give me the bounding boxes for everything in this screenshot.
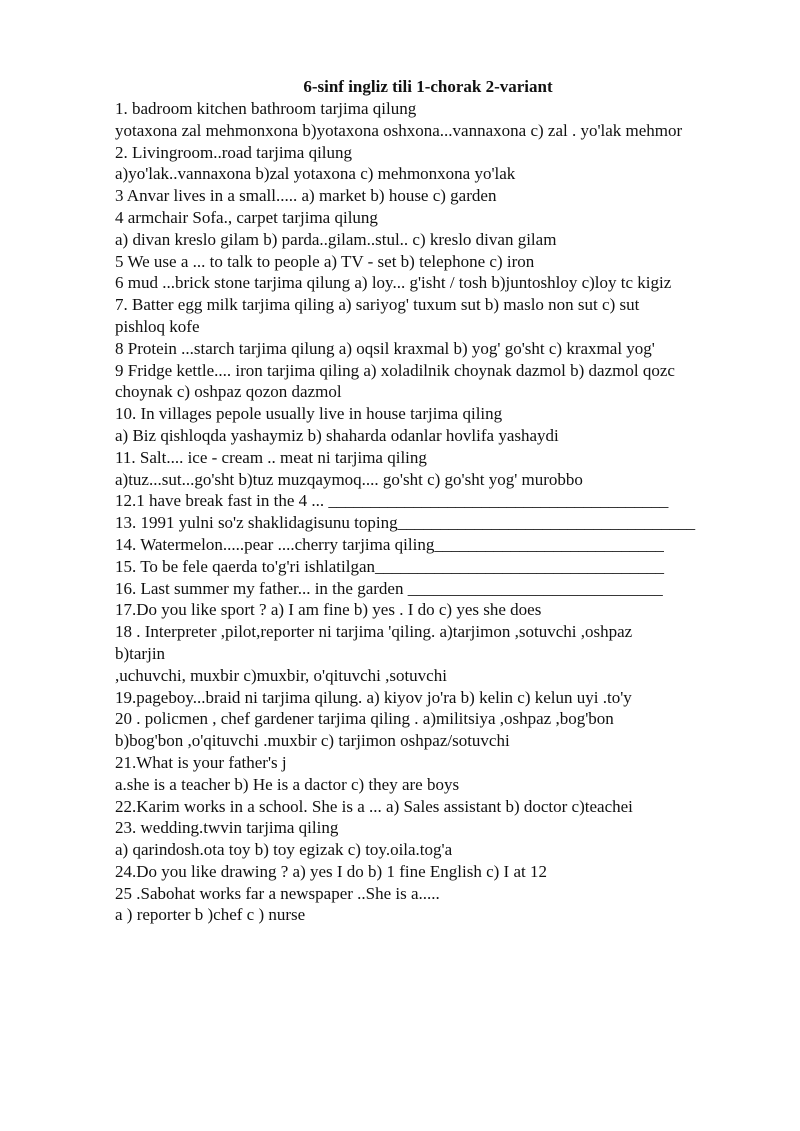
document-line: 10. In villages pepole usually live in house tarjima qiling [115,404,503,424]
document-line: 19.pageboy...braid ni tarjima qilung. a) kiyov jo'ra b) kelin c) kelun uyi .to'y [115,687,632,707]
document-line: 22.Karim works in a school. She is a ... a) Sales assistant b) doctor c)teachei [115,796,633,816]
document-line: yotaxona zal mehmonxona b)yotaxona oshxona...vannaxona c) zal . yo'lak mehmor [115,120,683,140]
document-line: 21.What is your father's j [115,752,287,772]
document-line: 20 . policmen , chef gardener tarjima qiling . a)militsiya ,oshpaz ,bog'bon [115,709,614,729]
document-line: choynak c) oshpaz qozon dazmol [115,382,342,402]
document-line: 24.Do you like drawing ? a) yes I do b) 1 fine English c) I at 12 [115,861,547,881]
document-line: b)tarjin [115,643,166,663]
document-line: 8 Protein ...starch tarjima qilung a) oqsil kraxmal b) yog' go'sht c) kraxmal yog' [115,338,655,358]
document-line: 4 armchair Sofa., carpet tarjima qilung [115,207,378,227]
document-line: ,uchuvchi, muxbir c)muxbir, o'qituvchi ,sotuvchi [115,665,447,685]
document-line: 12.1 have break fast in the 4 ... ________________________________________ [115,491,669,511]
document-line: a ) reporter b )chef c ) nurse [115,905,306,925]
document-line: 1. badroom kitchen bathroom tarjima qilung [115,99,417,118]
document-line: a) divan kreslo gilam b) parda..gilam..stul.. c) kreslo divan gilam [115,229,557,249]
document-line: 13. 1991 yulni so'z shaklidagisunu toping___________________________________ [115,513,696,533]
document-line: 11. Salt.... ice - cream .. meat ni tarjima qiling [115,447,427,467]
document-line: 7. Batter egg milk tarjima qiling a) sariyog' tuxum sut b) maslo non sut c) sut [115,295,640,315]
document-line: 5 We use a ... to talk to people a) TV - set b) telephone c) iron [115,251,535,271]
document-line: a.she is a teacher b) He is a dactor c) they are boys [115,774,460,794]
document-line: 16. Last summer my father... in the garden ______________________________ [115,578,663,598]
document-line: 15. To be fele qaerda to'g'ri ishlatilgan__________________________________ [115,556,665,576]
document-line: 9 Fridge kettle.... iron tarjima qiling a) xoladilnik choynak dazmol b) dazmol qozc [115,360,675,380]
document-line: b)bog'bon ,o'qituvchi .muxbir c) tarjimon oshpaz/sotuvchi [115,731,510,751]
document-line: 2. Livingroom..road tarjima qilung [115,142,353,162]
document-line: 17.Do you like sport ? a) I am fine b) yes . I do c) yes she does [115,600,542,620]
document-line: 3 Anvar lives in a small..... a) market b) house c) garden [115,186,497,206]
document-line: 25 .Sabohat works far a newspaper ..She is a..... [115,883,440,903]
document-body [115,98,795,926]
document-line: 23. wedding.twvin tarjima qiling [115,818,339,838]
document-line: 18 . Interpreter ,pilot,reporter ni tarjima 'qiling. a)tarjimon ,sotuvchi ,oshpaz [115,622,633,642]
document-title: 6-sinf ingliz tili 1-chorak 2-variant [303,77,553,96]
document-line: a) Biz qishloqda yashaymiz b) shaharda odanlar hovlifa yashaydi [115,425,559,445]
document-line: a)tuz...sut...go'sht b)tuz muzqaymoq.... go'sht c) go'sht yog' murobbo [115,469,583,489]
document-line: a) qarindosh.ota toy b) toy egizak c) toy.oila.tog'a [115,840,453,860]
document-line: 14. Watermelon.....pear ....cherry tarjima qiling___________________________ [115,534,664,554]
document-line: pishloq kofe [115,316,200,336]
document-line: a)yo'lak..vannaxona b)zal yotaxona c) mehmonxona yo'lak [115,164,516,184]
document-line: 6 mud ...brick stone tarjima qilung a) loy... g'isht / tosh b)juntoshloy c)loy tc kigiz [115,273,672,293]
